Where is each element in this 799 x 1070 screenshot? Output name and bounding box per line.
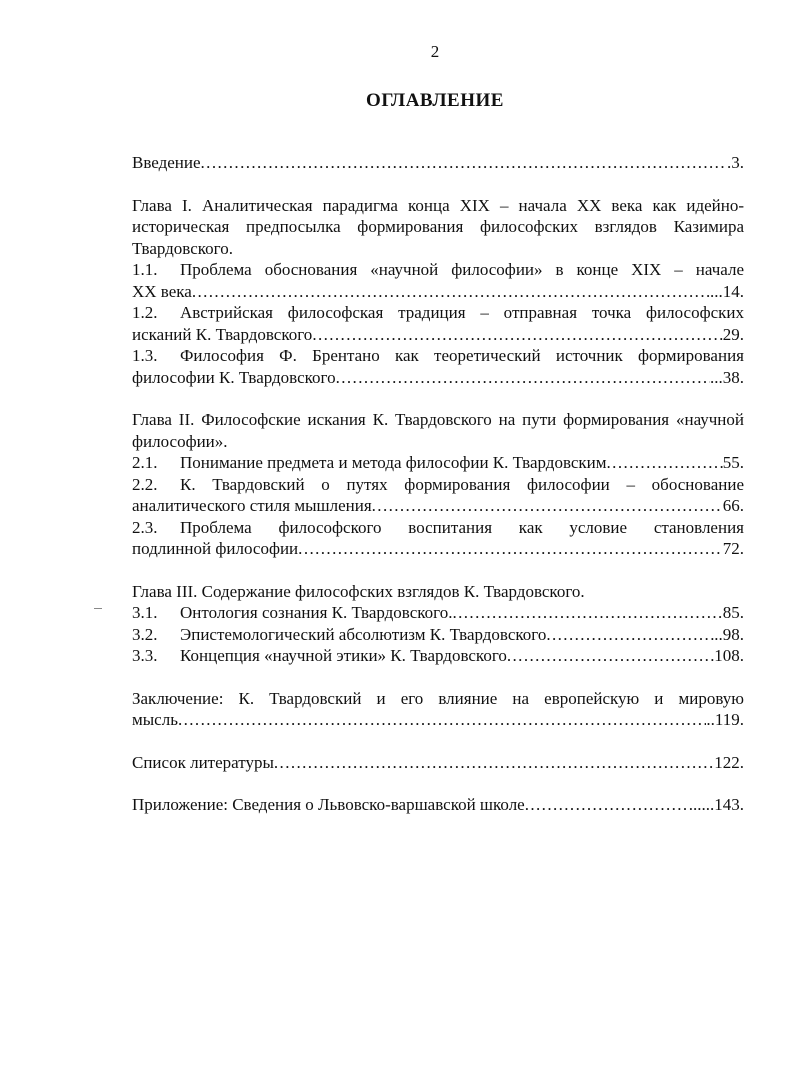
dot-leader bbox=[298, 538, 723, 560]
toc-entry-number: 1.1. bbox=[132, 260, 158, 279]
toc-entry-1-3[interactable] bbox=[132, 345, 744, 388]
toc-entry-label: Введение bbox=[132, 153, 201, 172]
chapter-heading-1[interactable]: Глава I. Аналитическая парадигма конца XIX – начала XX века как идейно-историческая предпосылка формирования философских взглядов Казимира Твардовского. bbox=[132, 195, 744, 258]
toc-page-number: .3. bbox=[727, 153, 744, 172]
dot-leader bbox=[452, 602, 722, 624]
toc-page-number: ..119. bbox=[706, 710, 744, 729]
toc-entry-3-3[interactable] bbox=[132, 645, 744, 667]
toc-page-number: 72. bbox=[722, 539, 744, 558]
toc-entry-intro[interactable] bbox=[132, 152, 744, 174]
dot-leader bbox=[274, 752, 714, 774]
toc-entry-label-cont: исканий К. Твардовского bbox=[132, 324, 313, 344]
toc-page-number: 85. bbox=[722, 603, 744, 622]
toc-entry-number: 3.1. bbox=[132, 603, 158, 622]
toc-entry-number: 2.2. bbox=[132, 474, 158, 494]
toc-entry-number: 1.2. bbox=[132, 303, 158, 322]
dot-leader bbox=[178, 709, 706, 731]
toc-entry-label: Онтология сознания К. Твардовского. bbox=[180, 603, 453, 622]
toc-entry-bibliography[interactable] bbox=[132, 752, 744, 774]
dot-leader bbox=[372, 495, 723, 517]
dot-leader bbox=[546, 624, 714, 646]
toc-page-number: 66. bbox=[722, 496, 744, 515]
toc-entry-label: Концепция «научной этики» К. Твардовского bbox=[180, 646, 507, 665]
toc-entry-label: Австрийская философская традиция – отправная точка философских bbox=[180, 303, 744, 322]
toc-entry-3-1[interactable] bbox=[132, 602, 744, 624]
toc-page-number: ...14. bbox=[710, 281, 744, 301]
toc-page-number: 55. bbox=[722, 453, 744, 472]
toc-entry-number: 3.3. bbox=[132, 646, 158, 665]
chapter-heading-2[interactable]: Глава II. Философские искания К. Твардовского на пути формирования «научной философии». bbox=[132, 410, 744, 451]
table-of-contents bbox=[132, 152, 744, 816]
toc-entry-label: Заключение: К. Твардовский и его влияние на европейскую и мировую bbox=[132, 688, 744, 708]
toc-entry-2-1[interactable] bbox=[132, 452, 744, 474]
dot-leader bbox=[525, 794, 689, 816]
toc-entry-1-1[interactable] bbox=[132, 259, 744, 302]
toc-entry-label: Философия Ф. Брентано как теоретический источник формирования bbox=[180, 346, 744, 365]
toc-entry-number: 2.3. bbox=[132, 517, 158, 537]
toc-page-number: 108. bbox=[714, 646, 744, 665]
dot-leader bbox=[507, 645, 714, 667]
toc-page-number: 122. bbox=[714, 752, 744, 772]
toc-entry-label: Список литературы bbox=[132, 752, 274, 772]
toc-entry-label-cont: аналитического стиля мышления bbox=[132, 496, 372, 515]
toc-page-number: 29. bbox=[722, 324, 744, 344]
toc-entry-label: Приложение: Сведения о Львовско-варшавской школе bbox=[132, 795, 525, 814]
toc-entry-2-3[interactable] bbox=[132, 517, 744, 560]
page-number: 2 bbox=[430, 42, 440, 61]
dot-leader bbox=[192, 281, 710, 303]
toc-entry-1-2[interactable] bbox=[132, 302, 744, 345]
toc-entry-3-2[interactable] bbox=[132, 624, 744, 646]
dot-leader bbox=[607, 452, 723, 474]
toc-entry-2-2[interactable] bbox=[132, 474, 744, 517]
toc-entry-label: Понимание предмета и метода философии К. Твардовским bbox=[180, 453, 607, 472]
toc-entry-label: Проблема обоснования «научной философии» в конце XIX – начале bbox=[180, 260, 744, 279]
toc-entry-label-cont: мысль bbox=[132, 710, 178, 729]
toc-entry-number: 2.1. bbox=[132, 453, 158, 472]
toc-page-number: ...38. bbox=[710, 367, 744, 387]
toc-entry-appendix[interactable] bbox=[132, 794, 744, 816]
chapter-heading-3[interactable]: Глава III. Содержание философских взглядов К. Твардовского. bbox=[132, 581, 585, 601]
margin-mark bbox=[94, 608, 102, 609]
toc-entry-number: 1.3. bbox=[132, 346, 158, 365]
toc-entry-label: К. Твардовский о путях формирования философии – обоснование bbox=[180, 474, 744, 494]
dot-leader bbox=[312, 324, 722, 346]
toc-entry-label-cont: философии К. Твардовского bbox=[132, 367, 336, 387]
toc-entry-label-cont: подлинной философии bbox=[132, 539, 299, 558]
dot-leader bbox=[336, 367, 710, 389]
toc-entry-number: 3.2. bbox=[132, 624, 158, 644]
toc-entry-label: Проблема философского воспитания как условие становления bbox=[180, 517, 744, 537]
toc-page-number: ..98. bbox=[714, 624, 744, 644]
toc-page-number: ......143. bbox=[688, 795, 744, 814]
toc-entry-conclusion[interactable] bbox=[132, 688, 744, 731]
page-title: ОГЛАВЛЕНИЕ bbox=[366, 90, 504, 111]
toc-entry-label: Эпистемологический абсолютизм К. Твардовского bbox=[180, 624, 547, 644]
toc-entry-label-cont: XX века bbox=[132, 281, 192, 301]
dot-leader bbox=[201, 152, 727, 174]
